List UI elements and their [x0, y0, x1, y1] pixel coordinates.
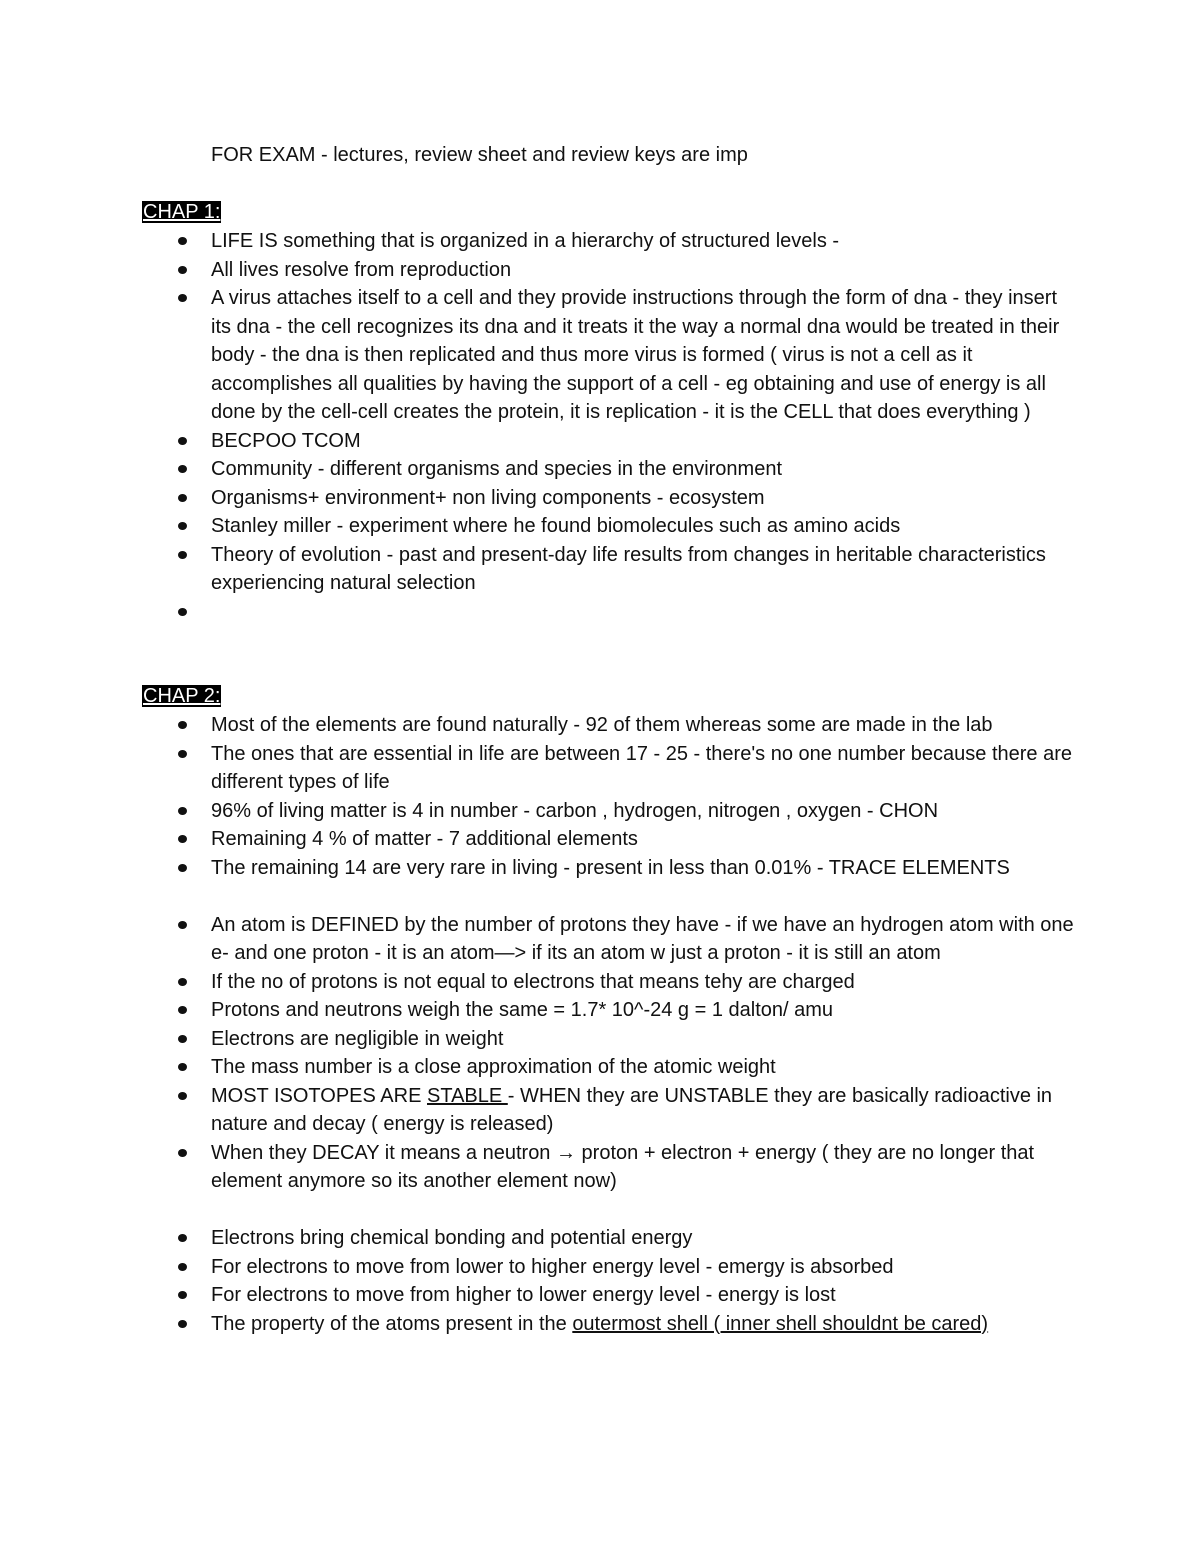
bullet-icon: [178, 1234, 187, 1242]
list-item: Electrons are negligible in weight: [211, 1025, 1081, 1054]
list-item: The mass number is a close approximation of the atomic weight: [211, 1053, 1081, 1082]
bullet-icon: [178, 1320, 187, 1328]
list-item: The property of the atoms present in the outermost shell ( inner shell shouldnt be cared): [211, 1310, 1081, 1339]
bullet-icon: [178, 494, 187, 502]
underlined-text: outermost shell ( inner shell shouldnt be cared): [572, 1312, 989, 1335]
list-item: For electrons to move from higher to lower energy level - energy is lost: [211, 1281, 1081, 1310]
bullet-icon: [178, 750, 187, 758]
bullet-icon: [178, 835, 187, 843]
bullet-icon: [178, 551, 187, 559]
bullet-icon: [178, 1263, 187, 1271]
list-item: MOST ISOTOPES ARE STABLE - WHEN they are UNSTABLE they are basically radioactive in nature and decay ( energy is released): [211, 1082, 1081, 1139]
list-item: When they DECAY it means a neutron → proton + electron + energy ( they are no longer that element anymore so its another element now): [211, 1139, 1081, 1196]
list-item: If the no of protons is not equal to electrons that means tehy are charged: [211, 968, 1081, 997]
list-item: Stanley miller - experiment where he found biomolecules such as amino acids: [211, 512, 1081, 541]
list-item: Community - different organisms and species in the environment: [211, 455, 1081, 484]
bullet-icon: [178, 266, 187, 274]
list-item: An atom is DEFINED by the number of protons they have - if we have an hydrogen atom with one e- and one proton - it is an atom—> if its an atom w just a proton - it is still an atom: [211, 911, 1081, 968]
list-item: Protons and neutrons weigh the same = 1.7* 10^-24 g = 1 dalton/ amu: [211, 996, 1081, 1025]
bullet-icon: [178, 1149, 187, 1157]
list-item: BECPOO TCOM: [211, 427, 1081, 456]
bullet-icon: [178, 608, 187, 616]
list-item: Electrons bring chemical bonding and potential energy: [211, 1224, 1081, 1253]
bullet-icon: [178, 721, 187, 729]
list-item: Most of the elements are found naturally - 92 of them whereas some are made in the lab: [211, 711, 1081, 740]
list-item: Remaining 4 % of matter - 7 additional elements: [211, 825, 1081, 854]
bullet-icon: [178, 294, 187, 302]
list-item: For electrons to move from lower to higher energy level - emergy is absorbed: [211, 1253, 1081, 1282]
bullet-icon: [178, 1092, 187, 1100]
bullet-icon: [178, 921, 187, 929]
bullet-icon: [178, 864, 187, 872]
list-item-empty: [211, 598, 1081, 627]
bullet-icon: [178, 1291, 187, 1299]
bullet-icon: [178, 522, 187, 530]
bullet-icon: [178, 1006, 187, 1014]
bullet-icon: [178, 237, 187, 245]
chap1-list: [211, 227, 1081, 626]
bullet-icon: [178, 437, 187, 445]
chap2-heading-label: CHAP 2:: [143, 685, 221, 707]
list-item: Theory of evolution - past and present-day life results from changes in heritable characteristics experiencing natural selection: [211, 541, 1081, 598]
underlined-text: STABLE: [427, 1084, 508, 1107]
bullet-icon: [178, 978, 187, 986]
list-item: The remaining 14 are very rare in living - present in less than 0.01% - TRACE ELEMENTS: [211, 854, 1081, 883]
bullet-icon: [178, 807, 187, 815]
list-item: A virus attaches itself to a cell and they provide instructions through the form of dna - they insert its dna - the cell recognizes its dna and it treats it the way a normal dna would be treated in their body - the dna is then replicated and thus more virus is formed ( virus is not a cell as it accomplishes all qualities by having the support of a cell - eg obtaining and use of energy is all done by the cell-cell creates the protein, it is replication - it is the CELL that does everything ): [211, 284, 1081, 427]
list-item: Organisms+ environment+ non living components - ecosystem: [211, 484, 1081, 513]
chap1-heading-label: CHAP 1:: [143, 201, 221, 223]
bullet-icon: [178, 1063, 187, 1071]
list-item: 96% of living matter is 4 in number - carbon , hydrogen, nitrogen , oxygen - CHON: [211, 797, 1081, 826]
chap2-list: [211, 711, 1081, 1338]
bullet-icon: [178, 465, 187, 473]
list-item: All lives resolve from reproduction: [211, 256, 1081, 285]
bullet-icon: [178, 1035, 187, 1043]
list-item: LIFE IS something that is organized in a hierarchy of structured levels -: [211, 227, 1081, 256]
intro-line: FOR EXAM - lectures, review sheet and review keys are imp: [211, 144, 748, 166]
chap2-heading: [141, 682, 222, 711]
chap1-heading: [141, 198, 222, 227]
list-item: The ones that are essential in life are between 17 - 25 - there's no one number because there are different types of life: [211, 740, 1081, 797]
